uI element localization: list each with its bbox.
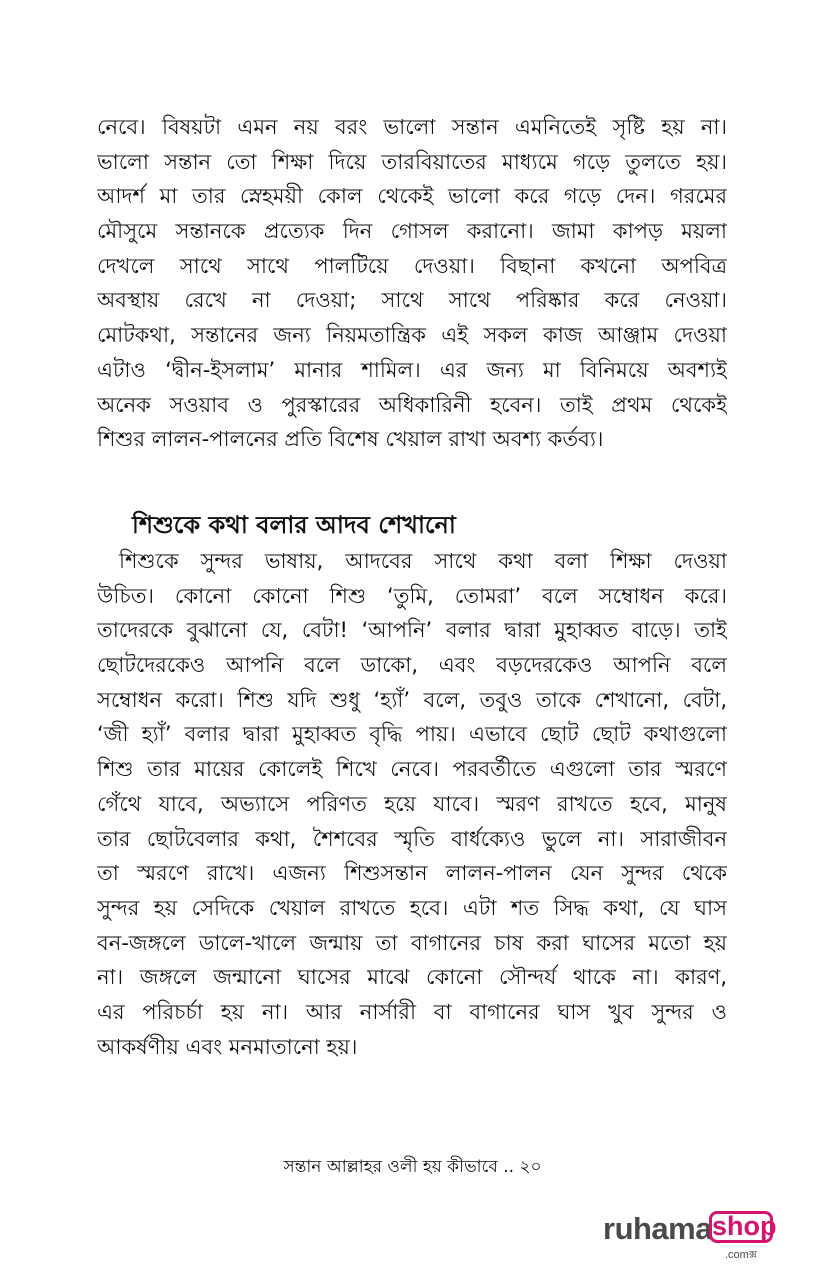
text-line: শিশুর লালন-পালনের প্রতি বিশেষ খেয়াল রাখা অবশ্য কর্তব্য। (97, 427, 604, 452)
text-line: তা স্মরণে রাখে। এজন্য শিশুসন্তান লালন-পালন যেন সুন্দর থেকে (97, 861, 727, 886)
logo-shop-badge: shop (709, 1211, 773, 1243)
running-footer: সন্তান আল্লাহর ওলী হয় কীভাবে .. ২০ (283, 1157, 542, 1177)
text-line: অনেক সওয়াব ও পুরস্কারের অধিকারিনী হবেন। তাই প্রথম থেকেই (97, 392, 727, 417)
text-line: গেঁথে যাবে, অভ্যাসে পরিণত হয়ে যাবে। স্মরণ রাখতে হবে, মানুষ (97, 791, 727, 816)
text-line: ‘জী হ্যাঁ’ বলার দ্বারা মুহাব্বত বৃদ্ধি পায়। এভাবে ছোট ছোট কথাগুলো (97, 722, 727, 747)
text-line: না। জঙ্গলে জন্মানো ঘাসের মাঝে কোনো সৌন্দর্য থাকে না। কারণ, (97, 965, 727, 990)
text-line: নেবে। বিষয়টা এমন নয় বরং ভালো সন্তান এমনিতেই সৃষ্টি হয় না। (97, 115, 727, 139)
text-line: ছোটদেরকেও আপনি বলে ডাকো, এবং বড়দেরকেও আপনি বলে (97, 653, 727, 678)
paragraph-2 (97, 544, 727, 1064)
text-line: তাদেরকে বুঝানো যে, বেটা! ‘আপনি’ বলার দ্বারা মুহাব্বত বাড়ে। তাই (97, 618, 727, 643)
text-line: অবস্থায় রেখে না দেওয়া; সাথে সাথে পরিষ্কার করে নেওয়া। (97, 288, 727, 313)
text-line: এটাও ‘দ্বীন-ইসলাম’ মানার শামিল। এর জন্য মা বিনিময়ে অবশ্যই (97, 357, 727, 382)
logo-wordmark: ruhama (603, 1211, 712, 1246)
text-line: সুন্দর হয় সেদিকে খেয়াল রাখতে হবে। এটা শত সিদ্ধ কথা, যে ঘাস (97, 895, 727, 920)
text-line: বন-জঙ্গলে ডালে-খালে জন্মায় তা বাগানের চাষ করা ঘাসের মতো হয় (97, 930, 727, 955)
text-line: ভালো সন্তান তো শিক্ষা দিয়ে তারবিয়াতের মাধ্যমে গড়ে তুলতে হয়। (97, 149, 727, 174)
text-line: সম্বোধন করো। শিশু যদি শুধু ‘হ্যাঁ’ বলে, তবুও তাকে শেখানো, বেটা, (97, 687, 727, 712)
text-line: এর পরিচর্চা হয় না। আর নার্সারী বা বাগানের ঘাস খুব সুন্দর ও (97, 999, 727, 1024)
text-line: শিশু তার মায়ের কোলেই শিখে নেবে। পরবর্তীতে এগুলো তার স্মরণে (97, 757, 727, 782)
text-line: আকর্ষণীয় এবং মনমাতানো হয়। (97, 1034, 358, 1059)
text-line: শিশুকে সুন্দর ভাষায়, আদবের সাথে কথা বলা শিক্ষা দেওয়া (119, 549, 727, 573)
paragraph-1 (97, 110, 727, 457)
text-line: আদর্শ মা তার স্নেহময়ী কোল থেকেই ভালো করে গড়ে দেন। গরমের (97, 184, 727, 209)
section-heading: শিশুকে কথা বলার আদব শেখানো (132, 511, 456, 539)
ruhamashop-logo (603, 1205, 775, 1261)
text-line: মোটকথা, সন্তানের জন্য নিয়মতান্ত্রিক এই সকল কাজ আঞ্জাম দেওয়া (97, 323, 727, 348)
text-line: তার ছোটবেলার কথা, শৈশবের স্মৃতি বার্ধক্যেও ভুলে না। সারাজীবন (97, 826, 727, 851)
logo-domain: .comক্স (725, 1249, 757, 1261)
text-line: দেখলে সাথে সাথে পালটিয়ে দেওয়া। বিছানা কখনো অপবিত্র (97, 253, 727, 278)
text-line: উচিত। কোনো কোনো শিশু ‘তুমি, তোমরা’ বলে সম্বোধন করে। (97, 583, 727, 608)
text-line: মৌসুমে সন্তানকে প্রত্যেক দিন গোসল করানো। জামা কাপড় ময়লা (97, 219, 727, 244)
